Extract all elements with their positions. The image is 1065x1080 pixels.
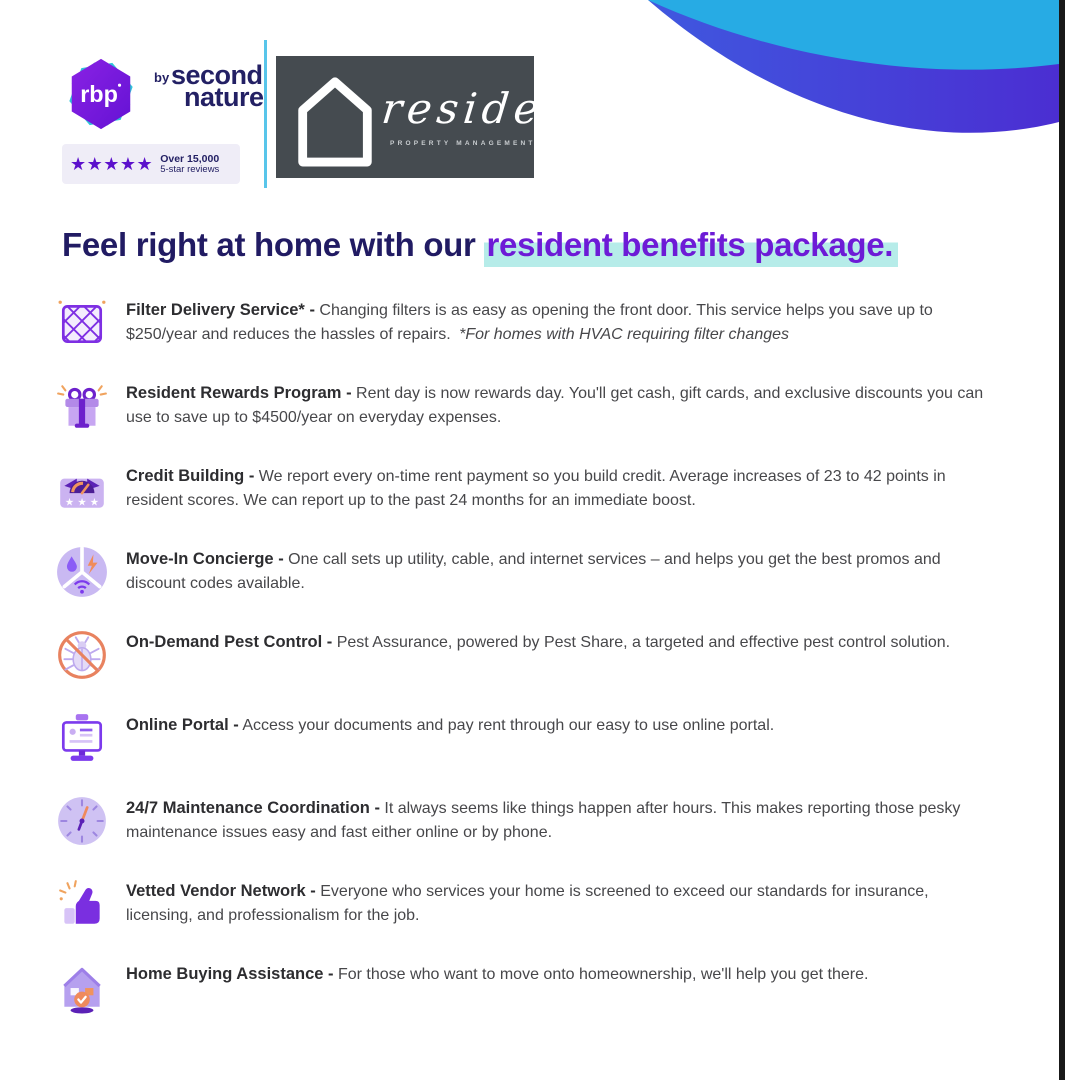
- right-edge-strip: [1059, 0, 1065, 1080]
- benefit-description: Changing filters is as easy as opening the front door. This service helps you save up to $250/year and reduces the hassles of repairs.: [126, 302, 933, 343]
- benefit-note: *For homes with HVAC requiring filter changes: [459, 325, 790, 343]
- benefit-label: Move-In Concierge -: [126, 550, 284, 568]
- home-buying-icon: [55, 960, 109, 1014]
- benefit-description: Pest Assurance, powered by Pest Share, a targeted and effective pest control solution.: [336, 634, 951, 651]
- filter-delivery-icon: [55, 296, 109, 350]
- reside-logo: [276, 56, 547, 178]
- benefit-label: Credit Building -: [126, 467, 255, 485]
- house-outline-icon: [288, 66, 382, 168]
- header-divider: [264, 40, 267, 188]
- benefit-row-rewards: [55, 379, 985, 433]
- svg-text:★: ★: [77, 496, 87, 509]
- benefit-row-concierge: [55, 545, 985, 599]
- benefit-row-filter-delivery: [55, 296, 985, 350]
- benefit-description: Rent day is now rewards day. You'll get cash, gift cards, and exclusive discounts you can use to save up to $4500/year on everyday expenses.: [126, 385, 984, 426]
- benefit-description: For those who want to move onto homeownership, we'll help you get there.: [337, 966, 869, 983]
- headline-prefix: Feel right at home with our: [62, 226, 485, 263]
- benefit-label: Vetted Vendor Network -: [126, 882, 316, 900]
- partner-name: reside: [379, 83, 547, 133]
- benefit-row-portal: [55, 711, 985, 765]
- reviews-count: Over 15,000: [160, 152, 220, 165]
- benefit-description: It always seems like things happen after hours. This makes reporting those pesky maintenance issues easy and fast either online or by phone.: [126, 800, 961, 841]
- benefit-row-pest: [55, 628, 985, 682]
- brand-line2: nature: [184, 82, 264, 112]
- partner-subtitle: PROPERTY MANAGEMENT: [390, 139, 536, 147]
- page-title: [62, 226, 1012, 264]
- reviews-badge: [62, 144, 240, 184]
- benefit-label: Resident Rewards Program -: [126, 384, 352, 402]
- gift-icon: [55, 379, 109, 433]
- five-stars-icon: ★★★★★: [70, 153, 154, 175]
- move-in-concierge-icon: [55, 545, 109, 599]
- benefit-row-credit: [55, 462, 985, 516]
- headline-highlight: resident benefits package.: [484, 226, 898, 267]
- benefit-description: Everyone who services your home is screened to exceed our standards for insurance, licensing, and professionalism for the job.: [126, 883, 929, 924]
- benefit-row-maintenance: [55, 794, 985, 848]
- pest-control-icon: [55, 628, 109, 682]
- reviews-label: 5-star reviews: [160, 163, 220, 175]
- benefit-description: We report every on-time rent payment so you build credit. Average increases of 23 to 42 points in resident scores. We can report up to the past 24 months for an immediate boost.: [126, 468, 946, 509]
- benefit-label: On-Demand Pest Control -: [126, 633, 333, 651]
- svg-text:★: ★: [89, 496, 100, 509]
- thumbs-up-icon: [55, 877, 109, 931]
- benefit-description: Access your documents and pay rent through our easy to use online portal.: [242, 717, 775, 734]
- online-portal-icon: [55, 711, 109, 765]
- benefit-label: 24/7 Maintenance Coordination -: [126, 799, 380, 817]
- benefit-description: One call sets up utility, cable, and internet services – and helps you get the best promos and discount codes available.: [126, 551, 941, 592]
- rbp-logo: [62, 52, 140, 136]
- benefits-list: [55, 296, 985, 1043]
- benefit-row-vendors: [55, 877, 985, 931]
- benefit-label: Home Buying Assistance -: [126, 965, 334, 983]
- benefit-label: Online Portal -: [126, 716, 239, 734]
- benefit-row-home-buying: [55, 960, 985, 1014]
- brand-line1: second: [171, 60, 263, 90]
- rbp-logo-text: rbp: [80, 80, 118, 107]
- maintenance-clock-icon: [55, 794, 109, 848]
- credit-building-icon: [55, 462, 109, 516]
- byline-by: by: [154, 70, 170, 85]
- svg-text:★: ★: [64, 496, 75, 509]
- benefit-label: Filter Delivery Service* -: [126, 301, 315, 319]
